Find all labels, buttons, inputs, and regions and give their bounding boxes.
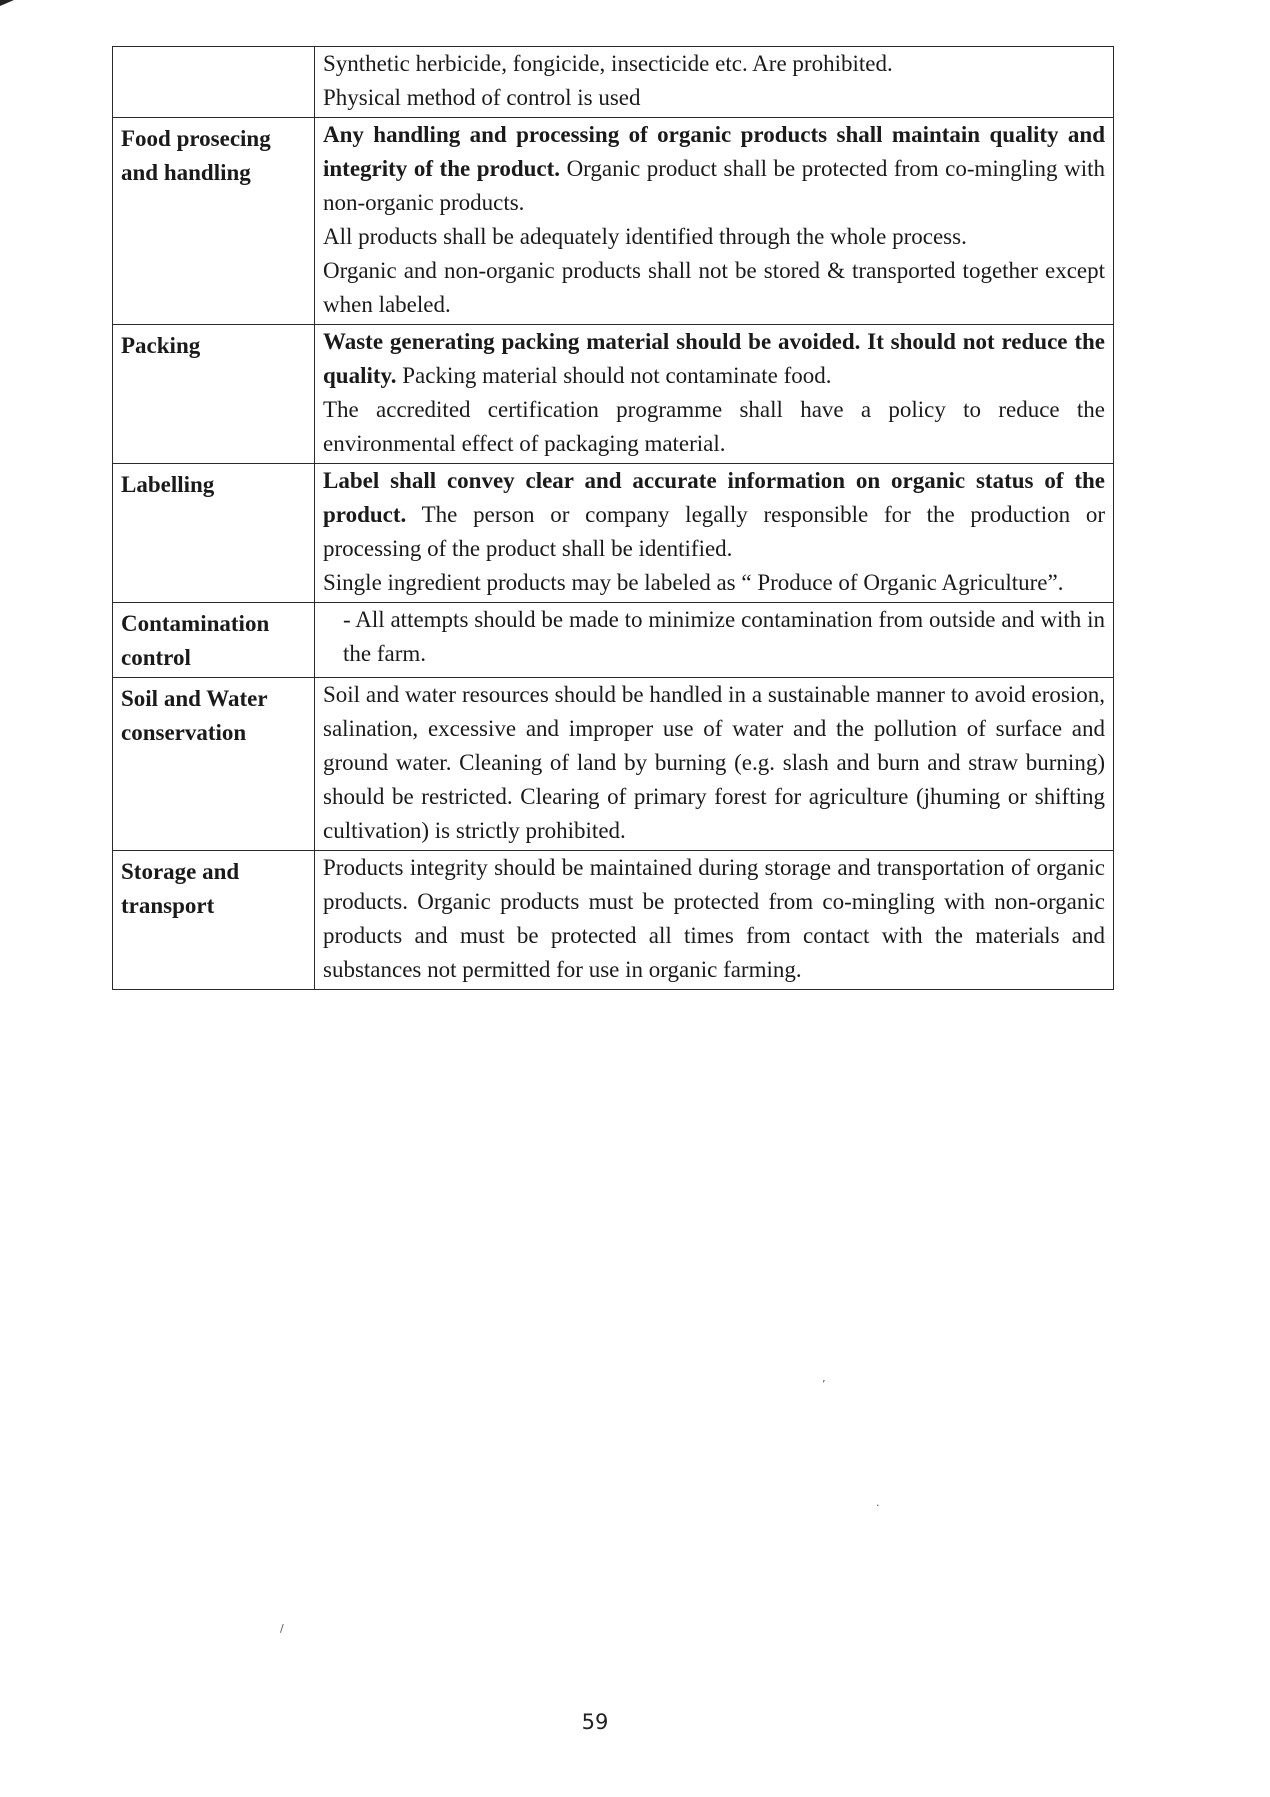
description-paragraph <box>323 464 1105 566</box>
row-label <box>113 47 315 118</box>
description-paragraph <box>323 118 1105 220</box>
organic-standards-table <box>112 46 1114 990</box>
scan-speck: / <box>280 1622 284 1635</box>
description-paragraph <box>323 47 1105 81</box>
row-description <box>315 678 1114 851</box>
table-row <box>113 603 1114 678</box>
emphasized-text: Label shall convey clear and accurate information on organic status of the product. <box>323 468 1105 527</box>
row-label: Storage and transport <box>113 851 315 990</box>
body-text: Synthetic herbicide, fongicide, insecticide etc. Are prohibited. <box>323 51 893 76</box>
table-row <box>113 464 1114 603</box>
row-description <box>315 851 1114 990</box>
row-label: Contamination control <box>113 603 315 678</box>
row-label: Soil and Water conservation <box>113 678 315 851</box>
scan-speck: . <box>876 1496 880 1509</box>
row-description <box>315 325 1114 464</box>
description-paragraph <box>323 851 1105 987</box>
description-paragraph <box>323 220 1105 254</box>
description-paragraph <box>323 325 1105 393</box>
table-row <box>113 47 1114 118</box>
row-label: Labelling <box>113 464 315 603</box>
description-paragraph <box>323 678 1105 848</box>
emphasized-text: Any handling and processing of organic products shall maintain quality and integrity of the product. <box>323 122 1105 181</box>
body-text: Soil and water resources should be handled in a sustainable manner to avoid erosion, salination, excessive and improper use of water and the pollution of surface and ground water. Cleaning of land by burning (e.g. slash and burn and straw burning) should be restricted. Clearing of primary forest for agriculture (jhuming or shifting cultivation) is strictly prohibited. <box>323 682 1105 843</box>
body-text: Physical method of control is used <box>323 85 641 110</box>
row-description <box>315 118 1114 325</box>
table-row <box>113 851 1114 990</box>
description-paragraph <box>323 603 1105 671</box>
row-label: Food prosecing and handling <box>113 118 315 325</box>
scan-corner-mark <box>0 0 14 6</box>
page-number: 59 <box>581 1710 609 1734</box>
description-paragraph <box>323 393 1105 461</box>
body-text: Organic and non-organic products shall not be stored & transported together except when labeled. <box>323 258 1105 317</box>
body-text: Organic product shall be protected from co-mingling with non-organic products. <box>323 156 1105 215</box>
row-label: Packing <box>113 325 315 464</box>
body-text: All products shall be adequately identified through the whole process. <box>323 224 967 249</box>
emphasized-text: Waste generating packing material should be avoided. It should not reduce the quality. <box>323 329 1105 388</box>
body-text: Single ingredient products may be labeled as “ Produce of Organic Agriculture”. <box>323 570 1064 595</box>
body-text: Packing material should not contaminate food. <box>396 363 832 388</box>
row-description <box>315 603 1114 678</box>
table-row <box>113 325 1114 464</box>
description-paragraph <box>323 81 1105 115</box>
scan-speck: ’ <box>822 1378 826 1391</box>
table-row <box>113 678 1114 851</box>
row-description <box>315 464 1114 603</box>
body-text: - All attempts should be made to minimize contamination from outside and with in the farm. <box>343 607 1105 666</box>
description-paragraph <box>323 566 1105 600</box>
body-text: The accredited certification programme shall have a policy to reduce the environmental effect of packaging material. <box>323 397 1105 456</box>
table-row <box>113 118 1114 325</box>
row-description <box>315 47 1114 118</box>
body-text: The person or company legally responsible for the production or processing of the product shall be identified. <box>323 502 1105 561</box>
body-text: Products integrity should be maintained during storage and transportation of organic products. Organic products must be protected from co-mingling with non-organic products and must be protected all times from contact with the materials and substances not permitted for use in organic farming. <box>323 855 1105 982</box>
description-paragraph <box>323 254 1105 322</box>
